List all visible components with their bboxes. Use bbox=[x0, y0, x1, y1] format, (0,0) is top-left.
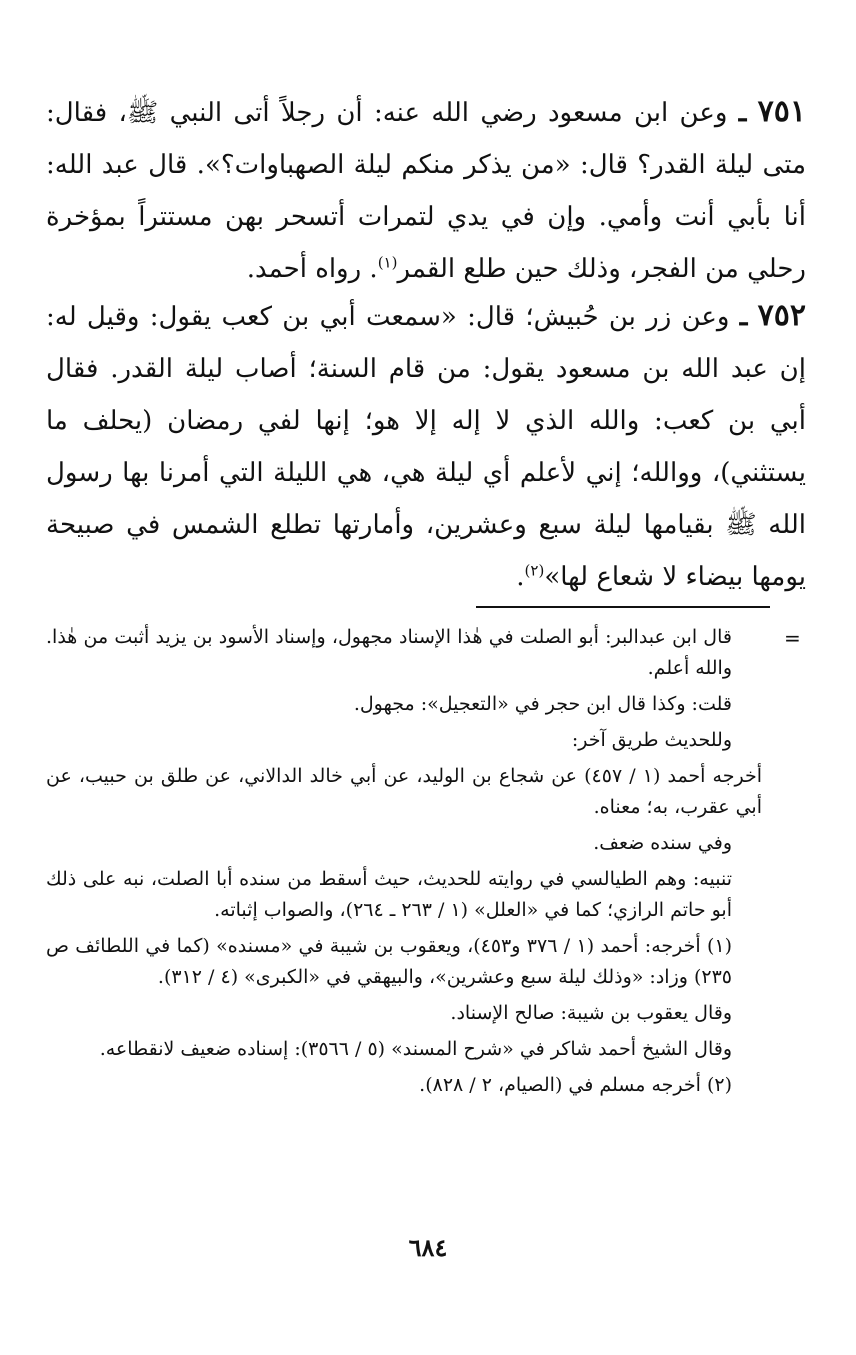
footnote-divider bbox=[476, 606, 770, 608]
continuation-mark: = bbox=[784, 626, 801, 650]
footnote-line: قلت: وكذا قال ابن حجر في «التعجيل»: مجهول. bbox=[353, 693, 732, 715]
footnote-line: وفي سنده ضعف. bbox=[593, 832, 732, 854]
footnote-line: وقال الشيخ أحمد شاكر في «شرح المسند» (٥ / ٣٥٦٦): إسناده ضعيف لانقطاعه. bbox=[99, 1038, 732, 1060]
hadith-dash: ـ bbox=[738, 98, 747, 128]
footnote-2: (٢) أخرجه مسلم في (الصيام، ٢ / ٨٢٨). bbox=[419, 1074, 732, 1096]
footnote-line: تنبيه: وهم الطيالسي في روايته للحديث، حيث أسقط من سنده أبا الصلت، نبه على ذلك أبو حاتم الرازي؛ كما في «العلل» (١ / ٢٦٣ ـ ٢٦٤)، والصواب إثباته. bbox=[46, 868, 732, 921]
footnote-line: قال ابن عبدالبر: أبو الصلت في هٰذا الإسناد مجهول، وإسناد الأسود بن يزيد أثبت من هٰذا. والله أعلم. bbox=[46, 626, 732, 679]
footnote-1: (١) أخرجه: أحمد (١ / ٣٧٦ و٤٥٣)، ويعقوب بن شيبة في «مسنده» (كما في اللطائف ص ٢٣٥) وزاد: «وذلك ليلة سبع وعشرين»، والبيهقي في «الكبرى» (٤ / ٣١٢). bbox=[46, 935, 733, 988]
hadith-tail: . رواه أحمد. bbox=[246, 254, 378, 284]
footnote-line: وقال يعقوب بن شيبة: صالح الإسناد. bbox=[450, 1002, 732, 1024]
footnote-ref: (٢) bbox=[524, 561, 545, 580]
footnotes-section bbox=[46, 622, 762, 1106]
hadith-dash: ـ bbox=[739, 302, 748, 332]
hadith-text: وعن زر بن حُبيش؛ قال: «سمعت أبي بن كعب يقول: وقيل له: إن عبد الله بن مسعود يقول: من قام السنة؛ أصاب ليلة القدر. فقال أبي بن كعب: والله الذي لا إله إلا هو؛ إنها لفي رمضان (يحلف ما يستثني)، ووالله؛ إني لأعلم أي ليلة هي، هي الليلة التي أمرنا بها رسول الله ﷺ بقيامها ليلة سبع وعشرين، وأمارتها تطلع الشمس في صبيحة يومها بيضاء لا شعاع لها» bbox=[46, 302, 806, 592]
hadith-number: ٧٥١ bbox=[757, 94, 807, 129]
hadith-tail: . bbox=[516, 562, 525, 592]
page-number: ٦٨٤ bbox=[408, 1233, 448, 1262]
hadith-751 bbox=[46, 86, 806, 295]
footnote-ref: (١) bbox=[377, 253, 398, 272]
hadith-number: ٧٥٢ bbox=[757, 298, 807, 333]
footnote-line: وللحديث طريق آخر: bbox=[571, 729, 732, 751]
hadith-text: وعن ابن مسعود رضي الله عنه: أن رجلاً أتى النبي ﷺ، فقال: متى ليلة القدر؟ قال: «من يذكر منكم ليلة الصهباوات؟». قال عبد الله: أنا بأبي أنت وأمي. وإن في يدي لتمرات أتسحر بهن مستتراً بمؤخرة رحلي من الفجر، وذلك حين طلع القمر bbox=[46, 98, 806, 284]
footnote-line: أخرجه أحمد (١ / ٤٥٧) عن شجاع بن الوليد، عن أبي خالد الدالاني، عن طلق بن حبيب، عن أبي عقرب، به؛ معناه. bbox=[46, 765, 762, 818]
hadith-752 bbox=[46, 290, 806, 603]
